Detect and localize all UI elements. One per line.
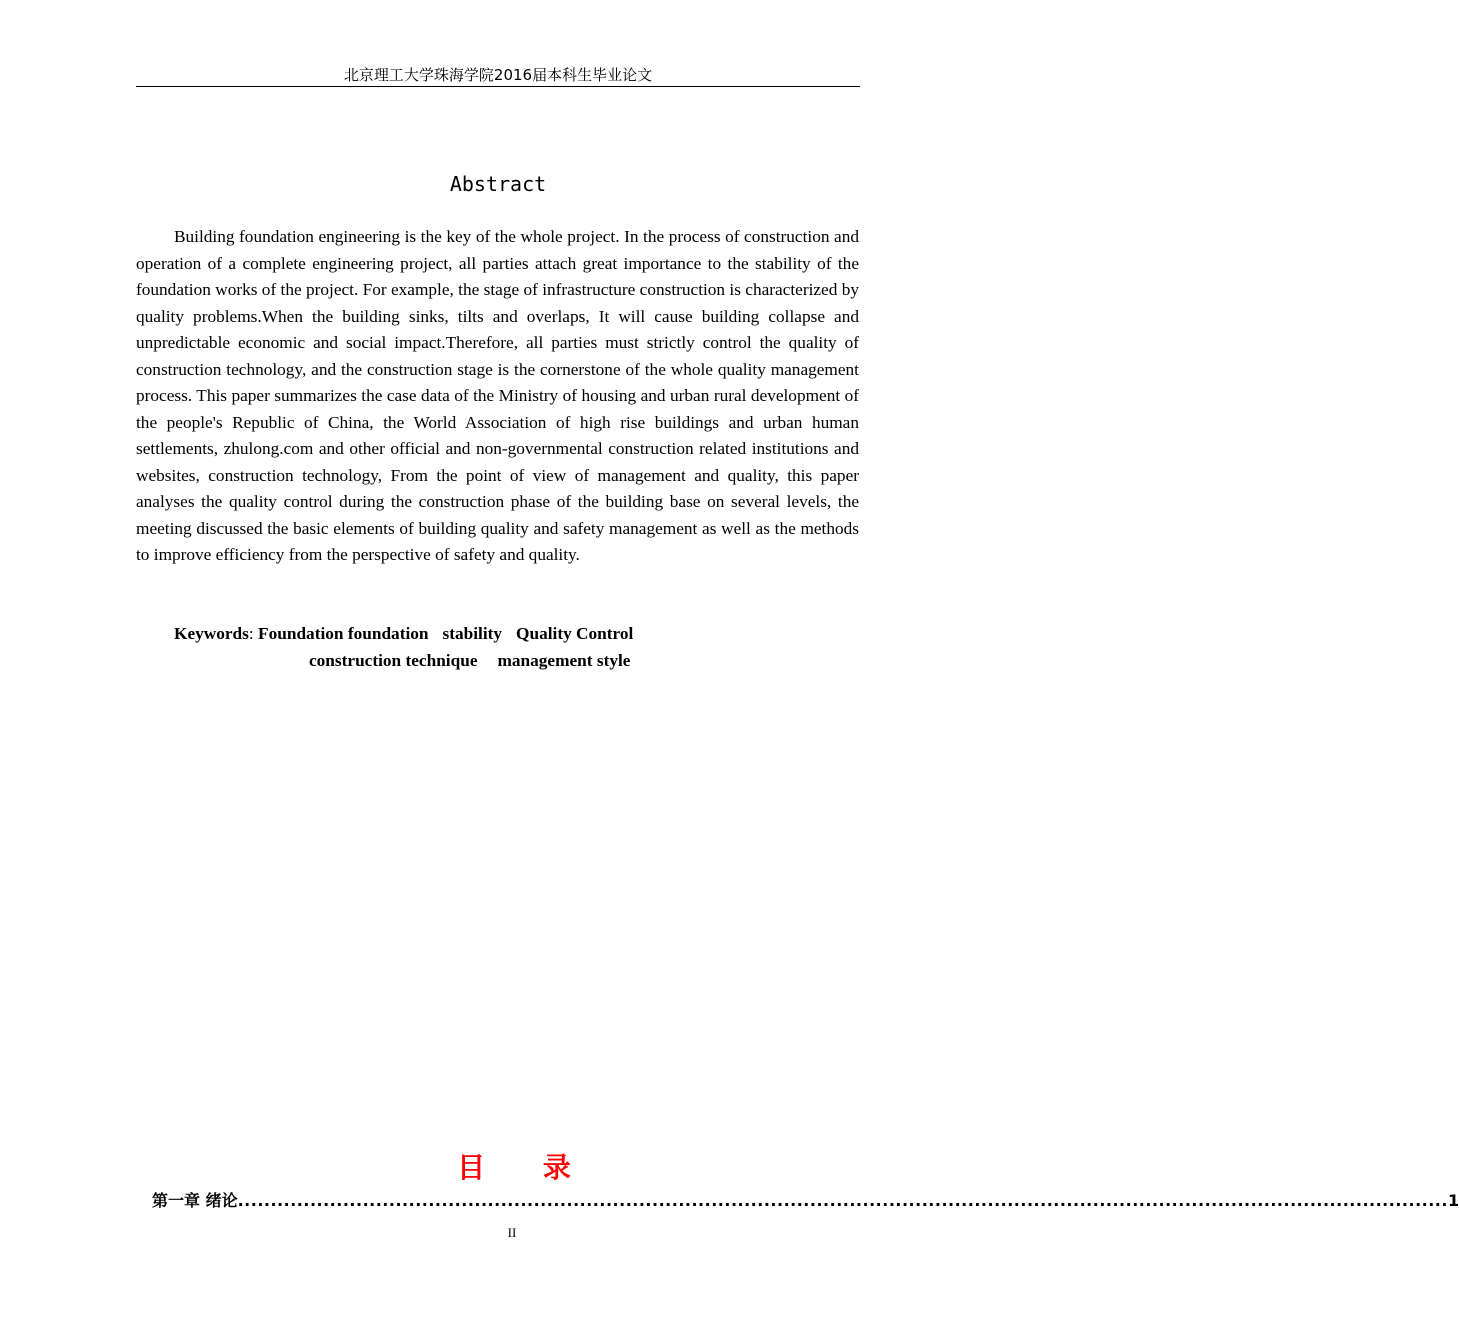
keywords-line: [174, 621, 860, 648]
abstract-title: Abstract: [449, 172, 547, 196]
keywords-line-2: [309, 648, 860, 675]
toc-entry-leader: ........................................................................................................................................................................................: [237, 1191, 1448, 1210]
keywords-label: Keywords: [174, 624, 249, 643]
keyword: Foundation foundation: [258, 624, 429, 643]
keyword: Quality Control: [516, 624, 634, 643]
toc-entry-label: 第一章 绪论: [152, 1191, 238, 1210]
page-number: II: [507, 1225, 517, 1240]
toc-entry[interactable]: [152, 1188, 1459, 1214]
running-header-title: 北京理工大学珠海学院2016届本科生毕业论文: [343, 66, 653, 84]
running-header: [136, 64, 860, 87]
keywords-separator: :: [248, 624, 254, 643]
keyword: construction technique: [309, 651, 478, 670]
abstract-body: Building foundation engineering is the key of the whole project. In the process of construction and operation of a complete engineering project, all parties attach great importance to the stability of the foundation works of the project. For example, the stage of infrastructure construction is characterized by quality problems.When the building sinks, tilts and overlaps, It will cause building collapse and unpredictable economic and social impact.Therefore, all parties must strictly control the quality of construction technology, and the construction stage is the cornerstone of the whole quality management process. This paper summarizes the case data of the Ministry of housing and urban rural development of the people's Republic of China, the World Association of high rise buildings and urban human settlements, zhulong.com and other official and non-governmental construction related institutions and websites, construction technology, From the point of view of management and quality, this paper analyses the quality control during the construction phase of the building base on several levels, the meeting discussed the basic elements of building quality and safety management as well as the methods to improve efficiency from the perspective of safety and quality.: [136, 227, 859, 564]
toc-entry-page: 1: [1447, 1191, 1459, 1210]
keyword: stability: [442, 624, 503, 643]
toc-title: 目 录: [457, 1151, 595, 1184]
keyword: management style: [497, 651, 631, 670]
